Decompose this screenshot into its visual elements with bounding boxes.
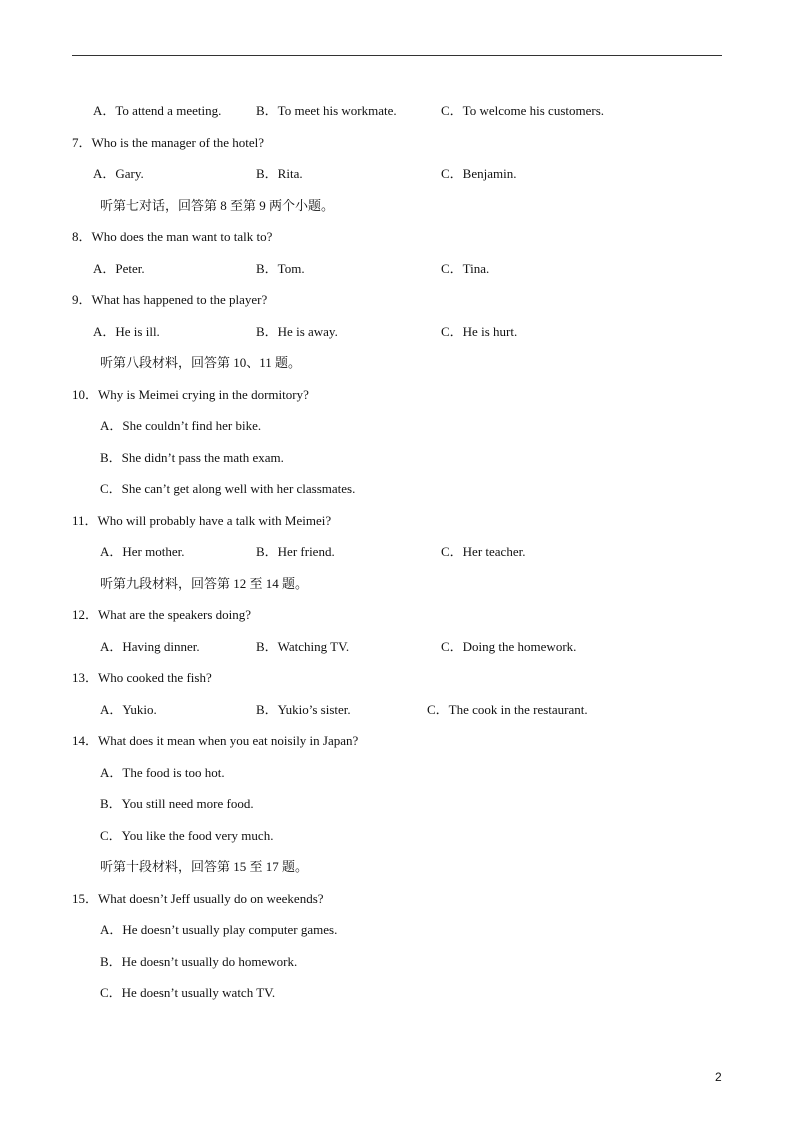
answer-option: B．He doesn’t usually do homework. bbox=[100, 954, 298, 969]
answer-option: C．Benjamin. bbox=[441, 166, 517, 181]
answer-option: A．Peter. bbox=[93, 261, 145, 276]
answer-option: A．To attend a meeting. bbox=[93, 103, 222, 118]
answer-option: A．Having dinner. bbox=[100, 639, 200, 654]
answer-option: B．He is away. bbox=[256, 324, 338, 339]
answer-option: C．You like the food very much. bbox=[100, 828, 274, 843]
answer-option: B．Rita. bbox=[256, 166, 303, 181]
answer-option: A．He doesn’t usually play computer games. bbox=[100, 922, 338, 937]
answer-option: C．Doing the homework. bbox=[441, 639, 577, 654]
answer-option: B．You still need more food. bbox=[100, 796, 254, 811]
answer-option: A．Her mother. bbox=[100, 544, 185, 559]
answer-option: B．Yukio’s sister. bbox=[256, 702, 351, 717]
answer-option: C．To welcome his customers. bbox=[441, 103, 605, 118]
section-instruction: 听第九段材料，回答第 12 至 14 题。 bbox=[100, 576, 309, 591]
answer-option: A．He is ill. bbox=[93, 324, 160, 339]
answer-option: A．Gary. bbox=[93, 166, 144, 181]
page-number: 2 bbox=[715, 1070, 722, 1084]
question-text: 14．What does it mean when you eat noisily in Japan? bbox=[72, 733, 359, 748]
answer-option: C．He is hurt. bbox=[441, 324, 518, 339]
answer-option: C．She can’t get along well with her classmates. bbox=[100, 481, 356, 496]
question-text: 9．What has happened to the player? bbox=[72, 292, 268, 307]
answer-option: B．She didn’t pass the math exam. bbox=[100, 450, 284, 465]
answer-option: C．He doesn’t usually watch TV. bbox=[100, 985, 276, 1000]
answer-option: B．Her friend. bbox=[256, 544, 335, 559]
answer-option: A．Yukio. bbox=[100, 702, 157, 717]
question-text: 11．Who will probably have a talk with Meimei? bbox=[72, 513, 332, 528]
answer-option: C．The cook in the restaurant. bbox=[427, 702, 588, 717]
answer-option: B．Tom. bbox=[256, 261, 305, 276]
question-text: 13．Who cooked the fish? bbox=[72, 670, 212, 685]
answer-option: B．Watching TV. bbox=[256, 639, 350, 654]
question-text: 10．Why is Meimei crying in the dormitory? bbox=[72, 387, 309, 402]
answer-option: A．The food is too hot. bbox=[100, 765, 225, 780]
header-rule bbox=[72, 55, 722, 56]
question-text: 15．What doesn’t Jeff usually do on weekends? bbox=[72, 891, 324, 906]
question-text: 12．What are the speakers doing? bbox=[72, 607, 252, 622]
answer-option: C．Tina. bbox=[441, 261, 490, 276]
answer-option: A．She couldn’t find her bike. bbox=[100, 418, 262, 433]
question-text: 7．Who is the manager of the hotel? bbox=[72, 135, 265, 150]
section-instruction: 听第七对话，回答第 8 至第 9 两个小题。 bbox=[100, 198, 335, 213]
section-instruction: 听第八段材料，回答第 10、11 题。 bbox=[100, 355, 302, 370]
answer-option: B．To meet his workmate. bbox=[256, 103, 397, 118]
answer-option: C．Her teacher. bbox=[441, 544, 526, 559]
section-instruction: 听第十段材料，回答第 15 至 17 题。 bbox=[100, 859, 309, 874]
question-text: 8．Who does the man want to talk to? bbox=[72, 229, 273, 244]
